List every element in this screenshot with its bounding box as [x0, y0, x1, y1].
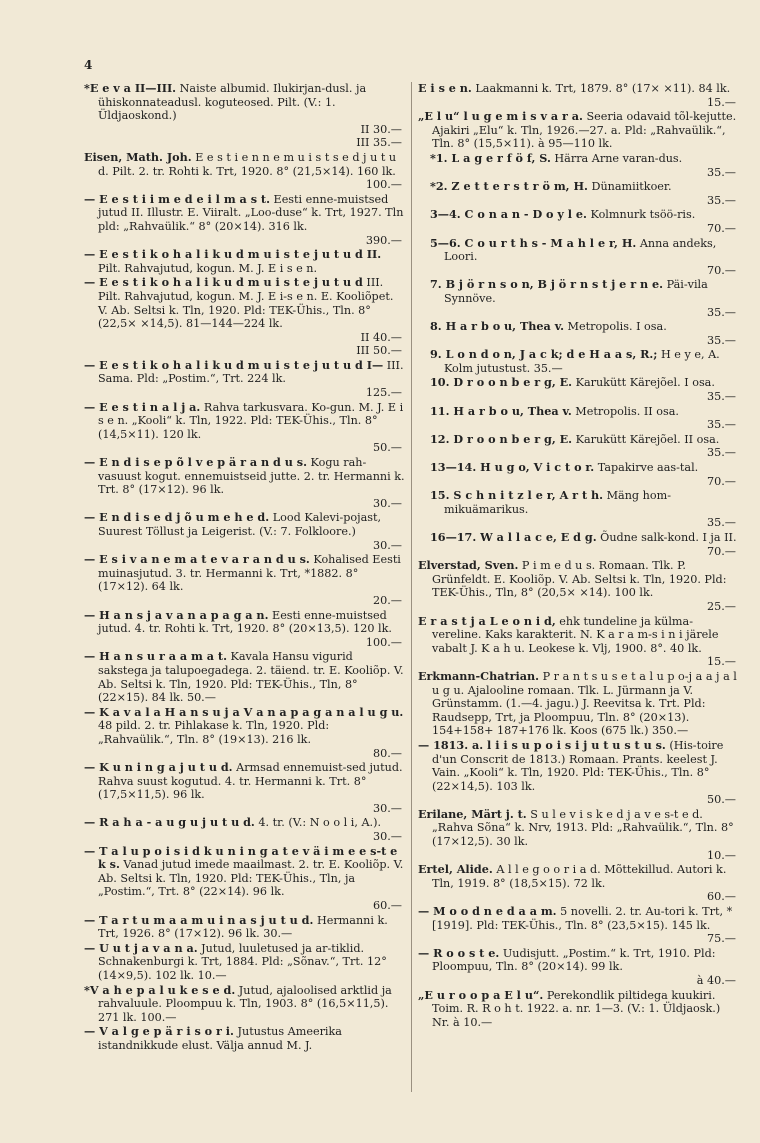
catalog-entry	[418, 278, 740, 319]
entry-text: III. Pilt. Rahvajutud, kogun. M. J. E i-s e n. E. Kooliõpet. V. Ab. Seltsi k. Tln, 1920. Pld: TEK-Ühis., Tln. 8° (22,5× ×14,5). 81—144—224 lk.	[98, 276, 394, 331]
page-number: 4	[84, 58, 93, 72]
entry-heading: — U u t j a v a n a.	[84, 940, 198, 955]
entry-heading: — E n d i s e p õ l v e p ä r a n d u s.	[84, 455, 307, 470]
right-column	[418, 82, 740, 1030]
entry-price: 35.—	[707, 516, 736, 530]
entry-price: III 35.—	[356, 136, 402, 150]
entry-text: ehk tundeline ja külma-vereline. Kaks karakterit. N. K a r a m-s i n i järele vabalt J. K a h u. Leokese k. Vlj, 1900. 8°. 40 lk.	[432, 614, 719, 655]
entry-heading: „E l u“ l u g e m i s v a r a.	[418, 109, 583, 124]
entry-text: (His-toire d'un Conscrit de 1813.) Romaan. Prants. keelest J. Vain. „Kooli“ k. Tln, 1920. Pld: TEK-Ühis., Tln. 8° (22×14,5). 103 lk.	[432, 738, 724, 793]
catalog-entry	[418, 461, 740, 488]
entry-text: Jutustus Ameerika istandnikkude elust. Välja annud M. J.	[98, 1025, 342, 1052]
entry-price: 35.—	[707, 390, 736, 404]
catalog-entry	[418, 376, 740, 403]
catalog-entry	[84, 984, 406, 1025]
entry-heading: 9. L o n d o n, J a c k; d e H a a s, R.;	[430, 347, 658, 362]
entry-heading: Erilane, Märt j. t.	[418, 806, 527, 821]
entry-text: Armsad ennemuist-sed jutud. Rahva suust kogutud. 4. tr. Hermanni k. Trt. 8° (17,5×11,5). 96 lk.	[98, 761, 403, 802]
entry-text: Härra Arne varan-dus.	[550, 151, 683, 165]
catalog-entry	[418, 863, 740, 904]
catalog-entry	[84, 816, 406, 843]
catalog-entry	[418, 320, 740, 347]
entry-price: 30.—	[373, 801, 402, 815]
entry-heading: 8. H a r b o u, Thea v.	[430, 319, 564, 334]
catalog-entry	[84, 511, 406, 552]
entry-price: 35.—	[707, 446, 736, 460]
catalog-entry	[84, 942, 406, 983]
entry-heading: — E e s t i n a l j a.	[84, 399, 201, 414]
catalog-entry	[84, 82, 406, 150]
entry-heading: *E e v a II—III.	[84, 81, 177, 95]
entry-heading: *2. Z e t t e r s t r ö m, H.	[430, 179, 588, 194]
entry-heading: 15. S c h n i t z l e r, A r t h.	[430, 488, 604, 503]
entry-text: Päi-vila Synnöve.	[444, 278, 708, 305]
catalog-entry	[84, 609, 406, 650]
catalog-entry	[418, 180, 740, 207]
entry-heading: E i s e n.	[418, 81, 472, 95]
entry-heading: Erkmann-Chatrian.	[418, 668, 540, 683]
entry-text: Perekondlik piltidega kuukiri. Toim. R. R o h t. 1922. a. nr. 1—3. (V.: 1. Üldjaosk.) Nr. à 10.—	[432, 988, 721, 1029]
catalog-entry	[418, 208, 740, 235]
entry-text: 5 novelli. 2. tr. Au-tori k. Trt, *[1919]. Pld: TEK-Ühis., Tln. 8° (23,5×15). 145 lk.	[432, 905, 733, 932]
catalog-entry	[418, 405, 740, 432]
entry-text: Metropolis. I osa.	[563, 320, 667, 334]
entry-heading: — E e s t i k o h a l i k u d m u i s t e j u t u d I—	[84, 357, 384, 372]
entry-price: 15.—	[707, 95, 736, 109]
entry-price: 70.—	[707, 544, 736, 558]
entry-text: P i m e d u s. Romaan. Tlk. P. Grünfeldt. E. Kooliõp. V. Ab. Seltsi k. Tln, 1920. Pld: TEK-Ühis., Tln, 8° (20,5× ×14). 100 lk.	[432, 559, 727, 600]
catalog-entry	[84, 1025, 406, 1052]
entry-heading: 12. D r o o n b e r g, E.	[430, 431, 573, 446]
catalog-entry	[418, 615, 740, 669]
entry-heading: 3—4. C o n a n - D o y l e.	[430, 207, 587, 222]
catalog-entry	[418, 947, 740, 988]
catalog-entry	[84, 650, 406, 704]
catalog-entry	[84, 761, 406, 815]
catalog-entry	[418, 237, 740, 278]
entry-text: Mäng hom-mikuämarikus.	[444, 489, 671, 516]
entry-text: Jutud, ajaloolised arktlid ja rahvaluule. Ploompuu k. Tln, 1903. 8° (16,5×11,5). 271 lk. 100.—	[98, 983, 392, 1024]
entry-heading: — E e s t i k o h a l i k u d m u i s t e j u t u d	[84, 275, 363, 290]
catalog-entry	[418, 808, 740, 862]
entry-price: 25.—	[707, 599, 736, 613]
entry-price: 35.—	[707, 165, 736, 179]
entry-heading: — T a l u p o i s i d k u n i n g a t e v ä i m e e s-t e k s.	[84, 843, 398, 872]
entry-price: 30.—	[373, 496, 402, 510]
entry-price: 50.—	[373, 441, 402, 455]
entry-price: 70.—	[707, 263, 736, 277]
entry-heading: — K u n i n g a j u t u d.	[84, 760, 233, 775]
entry-text: A l l e g o o r i a d. Mõttekillud. Autori k. Tln, 1919. 8° (18,5×15). 72 lk.	[432, 863, 727, 890]
entry-text: Kohalised Eesti muinasjutud. 3. tr. Hermanni k. Trt, *1882. 8° (17×12). 64 lk.	[98, 553, 401, 594]
entry-text: III. Sama. Pld: „Postim.“, Trt. 224 lk.	[98, 358, 404, 386]
entry-heading: Elverstad, Sven.	[418, 558, 519, 573]
entry-price: 35.—	[707, 305, 736, 319]
catalog-entry	[418, 348, 740, 375]
entry-price: 35.—	[707, 418, 736, 432]
entry-price: 70.—	[707, 221, 736, 235]
entry-text: Rahva tarkusvara. Ko-gun. M. J. E i s e n. „Kooli“ k. Tln, 1922. Pld: TEK-Ühis., Tln. 8° (14,5×11). 120 lk.	[98, 400, 404, 441]
entry-text: Metropolis. II osa.	[571, 404, 679, 418]
catalog-entry	[418, 989, 740, 1030]
entry-text: Naiste albumid. Ilukirjan-dusl. ja ühiskonnateadusl. koguteosed. Pilt. (V.: 1. Üldjaoskond.)	[98, 82, 367, 123]
entry-heading: — H a n s j a v a n a p a g a n.	[84, 607, 269, 622]
entry-heading: Ertel, Alide.	[418, 862, 493, 877]
entry-text: Tapakirve aas-tal.	[594, 461, 699, 475]
entry-text: Kogu rah-vasuust kogut. ennemuistseid jutte. 2. tr. Hermanni k. Trt. 8° (17×12). 96 lk.	[98, 456, 405, 497]
entry-price: 30.—	[373, 830, 402, 844]
entry-price: 125.—	[365, 386, 402, 400]
entry-text: Õudne salk-kond. I ja II.	[596, 531, 737, 544]
entry-text: 4. tr. (V.: N o o l i, A.).	[254, 816, 382, 830]
entry-heading: — E n d i s e d j õ u m e h e d.	[84, 510, 270, 525]
entry-price: II 40.—	[360, 330, 402, 344]
catalog-entry	[84, 359, 406, 400]
entry-price: 390.—	[365, 233, 402, 247]
entry-heading: — E e s t i k o h a l i k u d m u i s t e j u t u d II.	[84, 247, 382, 262]
entry-price: 70.—	[707, 474, 736, 488]
entry-price: 60.—	[373, 899, 402, 913]
entry-text: Jutud, luuletused ja ar-tiklid. Schnakenburgi k. Trt, 1884. Pld: „Sõnav.“, Trt. 12° (14×9,5). 102 lk. 10.—	[98, 941, 387, 982]
catalog-entry	[84, 706, 406, 760]
entry-text: H e y e, A. Kolm jutustust. 35.—	[444, 348, 720, 375]
entry-text: Anna andeks, Loori.	[444, 236, 717, 264]
entry-price: 100.—	[365, 635, 402, 649]
entry-text: Lood Kalevi-pojast, Suurest Töllust ja Leigerist. (V.: 7. Folkloore.)	[98, 511, 382, 538]
entry-text: S u l e v i s k e d j a v e s-t e d. „Rahva Sõna“ k. Nrv, 1913. Pld: „Rahvaülik.“, Tln. 8° (17×12,5). 30 lk.	[432, 807, 734, 849]
entry-heading: — R o o s t e.	[418, 945, 500, 960]
entry-heading: *V a h e p a l u k e s e d.	[84, 982, 236, 997]
entry-price: 75.—	[707, 932, 736, 946]
entry-price: 15.—	[707, 655, 736, 669]
entry-price: 20.—	[373, 593, 402, 607]
entry-heading: 13—14. H u g o, V i c t o r.	[430, 460, 595, 475]
column-divider	[411, 82, 412, 1092]
entry-heading: — E e s t i i m e d e i l m a s t.	[84, 191, 270, 206]
entry-heading: E r a s t j a L e o n i d,	[418, 613, 556, 628]
entry-price: 35.—	[707, 333, 736, 347]
left-column	[84, 82, 406, 1054]
entry-text: Pilt. Rahvajutud, kogun. M. J. E i s e n.	[98, 261, 318, 275]
entry-heading: 10. D r o o n b e r g, E.	[430, 375, 573, 390]
entry-text: Kavala Hansu vigurid sakstega ja talupoegadega. 2. täiend. tr. E. Kooliõp. V. Ab. Seltsi k. Tln, 1920. Pld: TEK-Ühis., Tln, 8°(22×15). 84 lk. 50.—	[98, 650, 404, 705]
entry-heading: — K a v a l a H a n s u j a V a n a p a g a n a l u g u.	[84, 704, 404, 719]
catalog-entry	[418, 110, 740, 151]
entry-heading: — T a r t u m a a m u i n a s j u t u d.	[84, 912, 314, 927]
entry-price: III 50.—	[356, 344, 402, 358]
entry-price: à 40.—	[696, 974, 736, 987]
entry-price: II 30.—	[360, 122, 402, 136]
entry-text: Karukütt Kärejõel. I osa.	[572, 376, 715, 390]
entry-price: 50.—	[707, 793, 736, 807]
catalog-entry	[418, 433, 740, 460]
entry-heading: — E s i v a n e m a t e v a r a n d u s.	[84, 552, 310, 567]
catalog-entry	[84, 193, 406, 247]
entry-heading: *1. L a g e r f ö f, S.	[430, 150, 551, 165]
entry-heading: 7. B j ö r n s o n, B j ö r n s t j e r n e.	[430, 277, 664, 292]
entry-heading: — M o o d n e d a a m.	[418, 904, 557, 919]
catalog-entry	[84, 456, 406, 510]
entry-text: Eesti enne-muistsed jutud II. Illustr. E. Viiralt. „Loo-duse“ k. Trt, 1927. Tln pld: „Rahvaülik.“ 8° (20×14). 316 lk.	[98, 192, 404, 233]
entry-heading: 5—6. C o u r t h s - M a h l e r, H.	[430, 235, 637, 250]
entry-price: 60.—	[707, 890, 736, 904]
catalog-entry	[84, 151, 406, 192]
entry-price: 30.—	[373, 538, 402, 552]
entry-text: Laakmanni k. Trt, 1879. 8° (17× ×11). 84 lk.	[471, 82, 731, 95]
catalog-entry	[418, 739, 740, 807]
entry-price: 35.—	[707, 193, 736, 207]
entry-heading: „E u r o o p a E l u“.	[418, 987, 544, 1002]
entry-text: P r a n t s u s e t a l u p o-j a a j a l u g u. Ajalooline romaan. Tlk. L. Jürmann ja V. Grünstamm. (1.—4. jagu.) J. Reevitsa k. Trt. Pld: Raudsepp, Trt, ja Ploompuu, Tln. 8° (20×13). 154+158+ 187+176 lk. Koos (675 lk.) 350.—	[432, 669, 737, 738]
catalog-entry	[418, 905, 740, 946]
catalog-entry	[418, 559, 740, 613]
entry-text: Dünamiitkoer.	[587, 180, 672, 194]
catalog-entry	[418, 531, 740, 558]
entry-heading: 16—17. W a l l a c e, E d g.	[430, 530, 597, 544]
entry-heading: — 1813. a. l i i s u p o i s i j u t u s t u s.	[418, 737, 666, 752]
catalog-entry	[418, 670, 740, 738]
catalog-entry	[418, 152, 740, 179]
entry-text: Seeria odavaid tõl-kejutte. Ajakiri „Elu“ k. Tln, 1926.—27. a. Pld: „Rahvaülik.“, Tln. 8° (15,5×11). à 95—110 lk.	[432, 110, 737, 151]
entry-text: 48 pild. 2. tr. Pihlakase k. Tln, 1920. Pld: „Rahvaülik.“, Tln. 8° (19×13). 216 lk.	[98, 719, 330, 746]
catalog-entry	[84, 248, 406, 275]
catalog-entry	[84, 553, 406, 607]
entry-text: E e s t i e n n e m u i s t s e d j u t u d. Pilt. 2. tr. Rohti k. Trt, 1920. 8° (21,5×14). 160 lk.	[98, 150, 397, 178]
entry-heading: — V a l g e p ä r i s o r i.	[84, 1024, 234, 1039]
catalog-entry	[84, 276, 406, 358]
catalog-entry	[84, 845, 406, 913]
entry-price: 100.—	[365, 178, 402, 192]
entry-text: Hermanni k. Trt, 1926. 8° (17×12). 96 lk. 30.—	[98, 913, 388, 941]
catalog-entry	[418, 82, 740, 109]
entry-text: Kolmnurk tsöö-ris.	[586, 208, 696, 222]
entry-text: Eesti enne-muistsed jutud. 4. tr. Rohti k. Trt, 1920. 8° (20×13,5). 120 lk.	[98, 608, 392, 636]
entry-heading: Eisen, Math. Joh.	[84, 149, 192, 164]
entry-text: Karukütt Kärejõel. II osa.	[572, 432, 720, 446]
entry-price: 80.—	[373, 746, 402, 760]
entry-price: 10.—	[707, 848, 736, 862]
entry-heading: — H a n s u r a a m a t.	[84, 649, 227, 664]
catalog-entry	[84, 401, 406, 455]
entry-heading: 11. H a r b o u, Thea v.	[430, 403, 572, 418]
entry-heading: — R a h a - a u g u j u t u d.	[84, 815, 255, 830]
entry-text: Uudisjutt. „Postim.“ k. Trt, 1910. Pld: Ploompuu, Tln. 8° (20×14). 99 lk.	[432, 946, 716, 974]
catalog-entry	[418, 489, 740, 530]
entry-text: Vanad jutud imede maailmast. 2. tr. E. Kooliõp. V. Ab. Seltsi k. Tln, 1920. Pld: TEK-Ühis., Tln, ja „Postim.“, Trt. 8° (22×14). 96 lk.	[98, 858, 404, 899]
catalog-entry	[84, 914, 406, 941]
